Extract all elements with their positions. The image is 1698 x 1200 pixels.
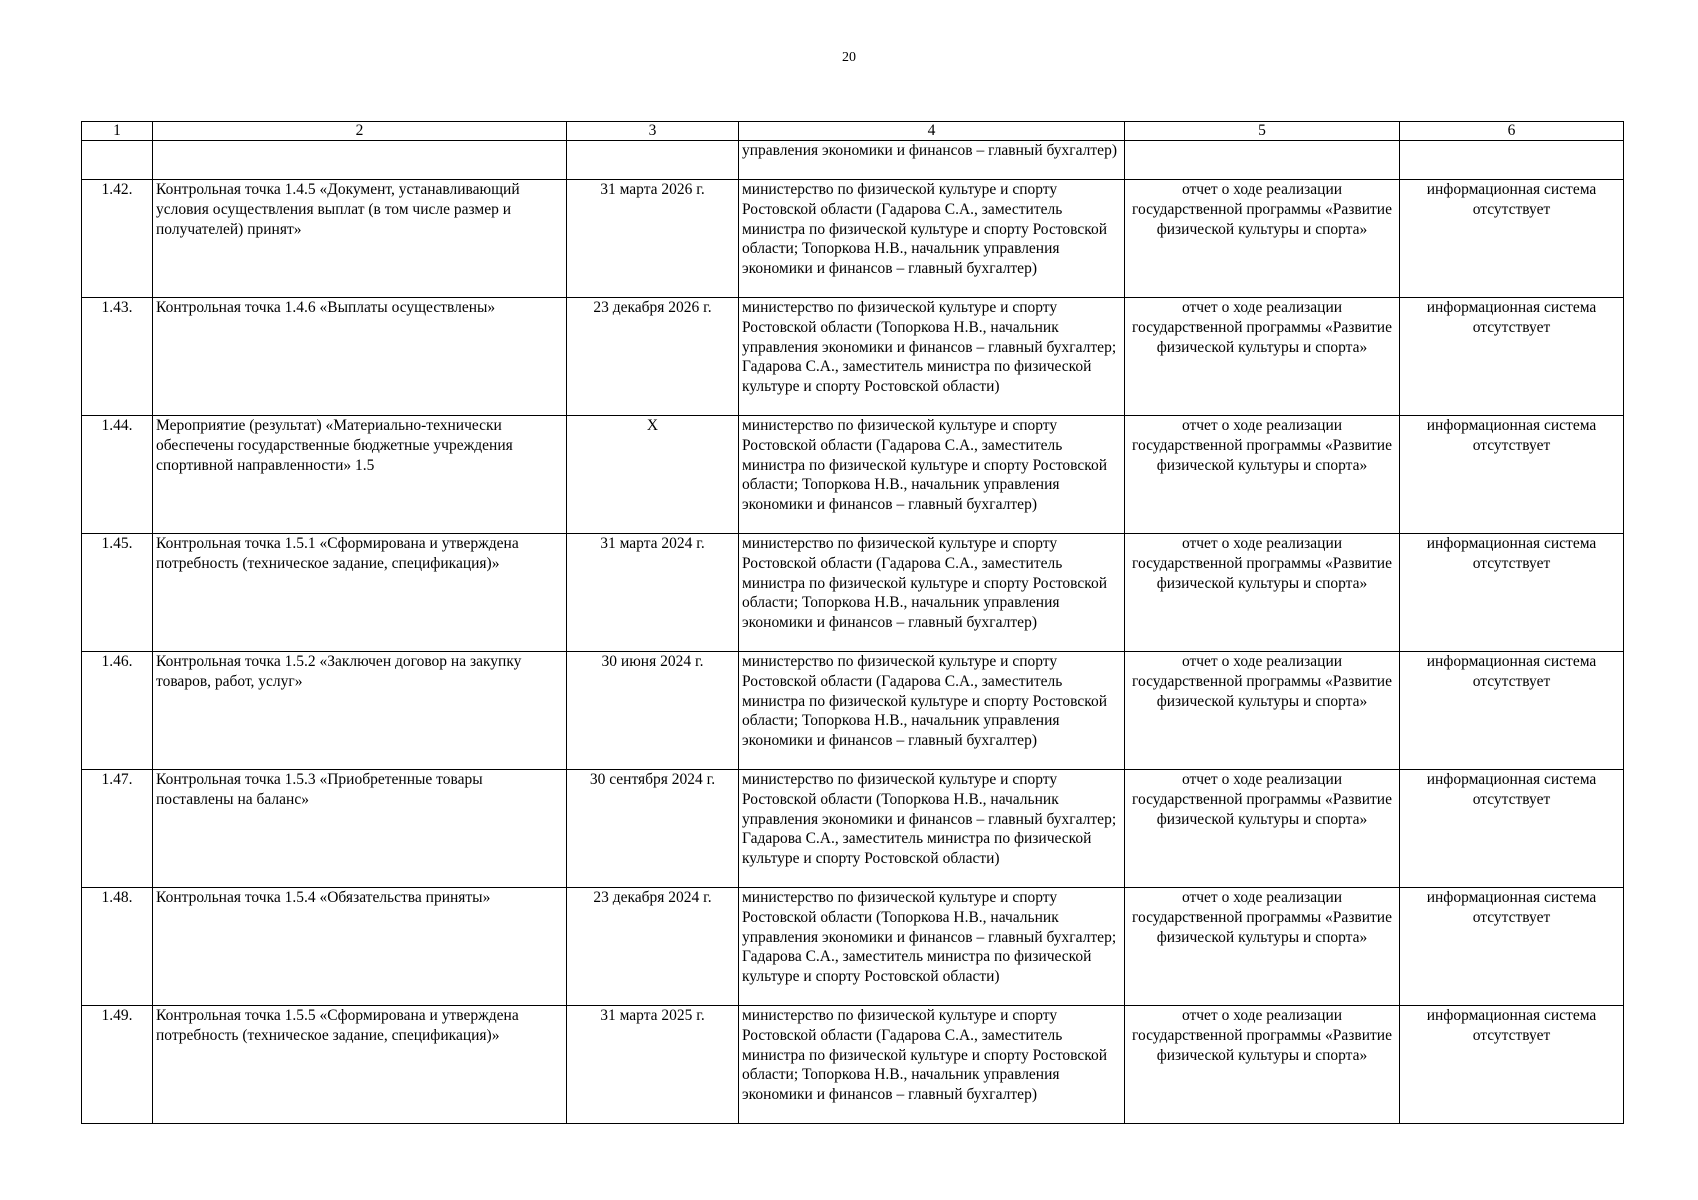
deadline-cell: 23 декабря 2026 г.: [567, 298, 739, 416]
event-name-cell: Контрольная точка 1.5.2 «Заключен договор на закупку товаров, работ, услуг»: [153, 652, 567, 770]
document-cell: отчет о ходе реализации государственной программы «Развитие физической культуры и спорта»: [1125, 180, 1400, 298]
column-number: 4: [739, 122, 1125, 141]
responsible-cell: министерство по физической культуре и спорту Ростовской области (Гадарова С.А., заместитель министра по физической культуре и спорту Ростовской области; Топоркова Н.В., начальник управления экономики и финансов – главный бухгалтер): [739, 416, 1125, 534]
table-row: [82, 652, 1624, 770]
deadline-cell: 23 декабря 2024 г.: [567, 888, 739, 1006]
event-name-cell: Контрольная точка 1.4.5 «Документ, устанавливающий условия осуществления выплат (в том числе размер и получателей) принят»: [153, 180, 567, 298]
info-system-cell: информационная система отсутствует: [1400, 180, 1624, 298]
responsible-cell: управления экономики и финансов – главный бухгалтер): [739, 141, 1125, 180]
document-cell: отчет о ходе реализации государственной программы «Развитие физической культуры и спорта»: [1125, 770, 1400, 888]
table-row: [82, 416, 1624, 534]
deadline-cell: X: [567, 416, 739, 534]
info-system-cell: информационная система отсутствует: [1400, 652, 1624, 770]
deadline-cell: [567, 141, 739, 180]
document-cell: отчет о ходе реализации государственной программы «Развитие физической культуры и спорта»: [1125, 652, 1400, 770]
responsible-cell: министерство по физической культуре и спорту Ростовской области (Гадарова С.А., заместитель министра по физической культуре и спорту Ростовской области; Топоркова Н.В., начальник управления экономики и финансов – главный бухгалтер): [739, 1006, 1125, 1124]
table-row: [82, 298, 1624, 416]
column-number-row: [82, 122, 1624, 141]
deadline-cell: 30 июня 2024 г.: [567, 652, 739, 770]
column-number: 6: [1400, 122, 1624, 141]
document-cell: отчет о ходе реализации государственной программы «Развитие физической культуры и спорта»: [1125, 534, 1400, 652]
row-number-cell: 1.45.: [82, 534, 153, 652]
row-number-cell: 1.49.: [82, 1006, 153, 1124]
table-row: [82, 770, 1624, 888]
document-cell: отчет о ходе реализации государственной программы «Развитие физической культуры и спорта»: [1125, 888, 1400, 1006]
document-cell: отчет о ходе реализации государственной программы «Развитие физической культуры и спорта»: [1125, 298, 1400, 416]
info-system-cell: информационная система отсутствует: [1400, 534, 1624, 652]
event-name-cell: Мероприятие (результат) «Материально-технически обеспечены государственные бюджетные учреждения спортивной направленности» 1.5: [153, 416, 567, 534]
responsible-cell: министерство по физической культуре и спорту Ростовской области (Топоркова Н.В., начальник управления экономики и финансов – главный бухгалтер; Гадарова С.А., заместитель министра по физической культуре и спорту Ростовской области): [739, 298, 1125, 416]
event-name-cell: Контрольная точка 1.4.6 «Выплаты осуществлены»: [153, 298, 567, 416]
plan-table: [81, 121, 1624, 1124]
column-number: 1: [82, 122, 153, 141]
document-cell: отчет о ходе реализации государственной программы «Развитие физической культуры и спорта»: [1125, 1006, 1400, 1124]
row-number-cell: 1.46.: [82, 652, 153, 770]
deadline-cell: 31 марта 2024 г.: [567, 534, 739, 652]
table-row: [82, 180, 1624, 298]
deadline-cell: 30 сентября 2024 г.: [567, 770, 739, 888]
event-name-cell: Контрольная точка 1.5.4 «Обязательства приняты»: [153, 888, 567, 1006]
responsible-cell: министерство по физической культуре и спорту Ростовской области (Гадарова С.А., заместитель министра по физической культуре и спорту Ростовской области; Топоркова Н.В., начальник управления экономики и финансов – главный бухгалтер): [739, 534, 1125, 652]
deadline-cell: 31 марта 2025 г.: [567, 1006, 739, 1124]
info-system-cell: информационная система отсутствует: [1400, 770, 1624, 888]
column-number: 3: [567, 122, 739, 141]
row-number-cell: 1.44.: [82, 416, 153, 534]
info-system-cell: [1400, 141, 1624, 180]
responsible-cell: министерство по физической культуре и спорту Ростовской области (Топоркова Н.В., начальник управления экономики и финансов – главный бухгалтер; Гадарова С.А., заместитель министра по физической культуре и спорту Ростовской области): [739, 888, 1125, 1006]
deadline-cell: 31 марта 2026 г.: [567, 180, 739, 298]
continuation-row: [82, 141, 1624, 180]
event-name-cell: [153, 141, 567, 180]
column-number: 2: [153, 122, 567, 141]
responsible-cell: министерство по физической культуре и спорту Ростовской области (Топоркова Н.В., начальник управления экономики и финансов – главный бухгалтер; Гадарова С.А., заместитель министра по физической культуре и спорту Ростовской области): [739, 770, 1125, 888]
column-number: 5: [1125, 122, 1400, 141]
row-number-cell: 1.42.: [82, 180, 153, 298]
row-number-cell: 1.48.: [82, 888, 153, 1006]
event-name-cell: Контрольная точка 1.5.3 «Приобретенные товары поставлены на баланс»: [153, 770, 567, 888]
row-number-cell: 1.47.: [82, 770, 153, 888]
event-name-cell: Контрольная точка 1.5.1 «Сформирована и утверждена потребность (техническое задание, спецификация)»: [153, 534, 567, 652]
responsible-cell: министерство по физической культуре и спорту Ростовской области (Гадарова С.А., заместитель министра по физической культуре и спорту Ростовской области; Топоркова Н.В., начальник управления экономики и финансов – главный бухгалтер): [739, 652, 1125, 770]
row-number-cell: [82, 141, 153, 180]
row-number-cell: 1.43.: [82, 298, 153, 416]
document-cell: [1125, 141, 1400, 180]
event-name-cell: Контрольная точка 1.5.5 «Сформирована и утверждена потребность (техническое задание, спецификация)»: [153, 1006, 567, 1124]
info-system-cell: информационная система отсутствует: [1400, 888, 1624, 1006]
table-row: [82, 1006, 1624, 1124]
info-system-cell: информационная система отсутствует: [1400, 1006, 1624, 1124]
responsible-cell: министерство по физической культуре и спорту Ростовской области (Гадарова С.А., заместитель министра по физической культуре и спорту Ростовской области; Топоркова Н.В., начальник управления экономики и финансов – главный бухгалтер): [739, 180, 1125, 298]
info-system-cell: информационная система отсутствует: [1400, 298, 1624, 416]
document-cell: отчет о ходе реализации государственной программы «Развитие физической культуры и спорта»: [1125, 416, 1400, 534]
info-system-cell: информационная система отсутствует: [1400, 416, 1624, 534]
page-number: 20: [842, 50, 856, 65]
table-row: [82, 534, 1624, 652]
table-row: [82, 888, 1624, 1006]
